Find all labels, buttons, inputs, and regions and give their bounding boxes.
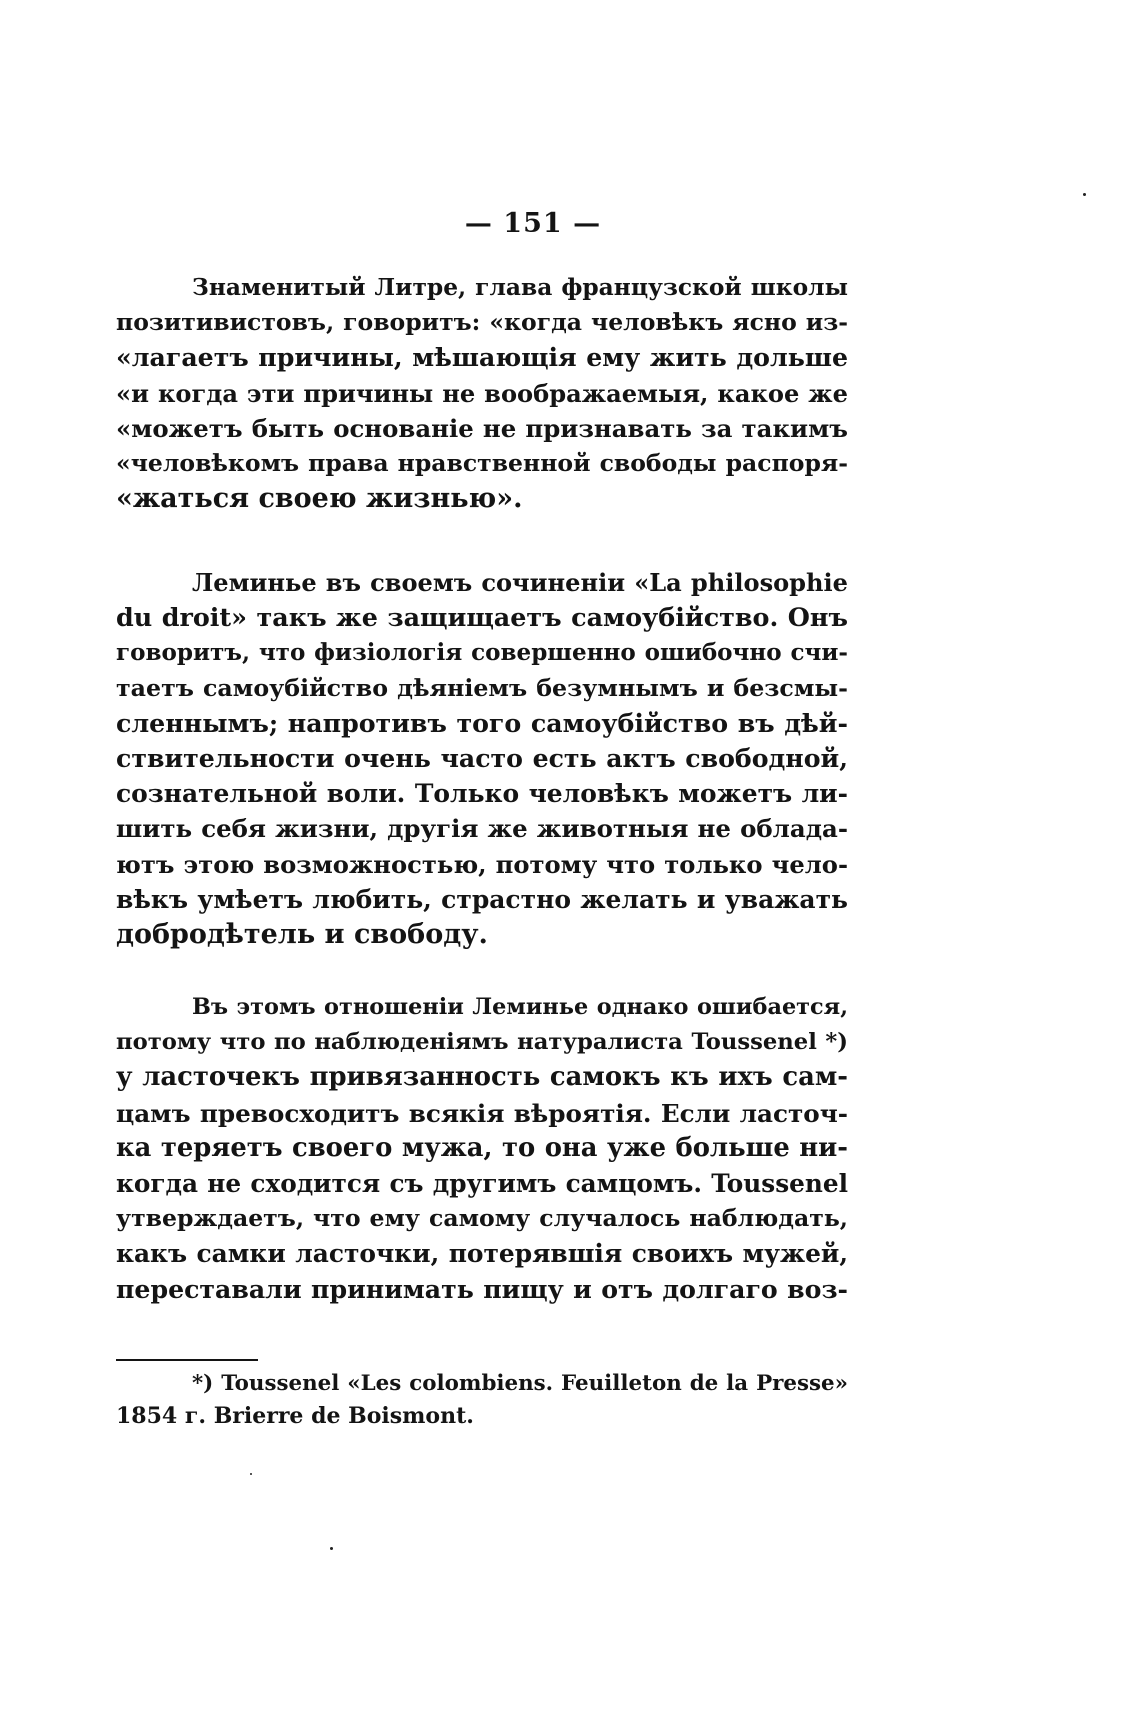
text-line: «и когда эти причины не воображаемыя, какое же (116, 378, 848, 408)
text-line: говоритъ, что физіологія совершенно ошибочно счи- (116, 639, 848, 667)
text-line: у ласточекъ привязанность самокъ къ ихъ сам- (116, 1062, 848, 1093)
text-line: шить себя жизни, другія же животныя не облада- (116, 814, 848, 844)
text-line: Леминье въ своемъ сочиненіи «La philosophie (192, 568, 848, 597)
text-line: «человѣкомъ права нравственной свободы распоря- (116, 448, 848, 477)
text-line: сленнымъ; напротивъ того самоубійство въ дѣй- (116, 707, 848, 738)
text-line: когда не сходится съ другимъ самцомъ. Toussenel (116, 1168, 848, 1198)
text-line: добродѣтель и свободу. (116, 918, 488, 950)
text-line: du droit» такъ же защищаетъ самоубійство. Онъ (116, 602, 848, 633)
text-line: ютъ этою возможностью, потому что только чело- (116, 849, 848, 879)
text-line: утверждаетъ, что ему самому случалось наблюдать, (116, 1204, 848, 1233)
paragraph-3 (116, 990, 848, 1307)
text-line: «лагаетъ причины, мѣшающія ему жить дольше (116, 342, 848, 373)
footnote-line: *) Toussenel «Les colombiens. Feuilleton de la Presse» (192, 1371, 848, 1396)
scan-speck (250, 1473, 252, 1475)
text-line: какъ самки ласточки, потерявшія своихъ мужей, (116, 1239, 848, 1269)
text-line: переставали принимать пищу и отъ долгаго воз- (116, 1273, 848, 1304)
paragraph-1 (116, 270, 848, 516)
text-line: ка теряетъ своего мужа, то она уже больше ни- (116, 1132, 848, 1163)
paragraph-2 (116, 565, 848, 952)
text-line: потому что по наблюденіямъ натуралиста Toussenel *) (116, 1029, 848, 1056)
text-line: цамъ превосходитъ всякія вѣроятія. Если ласточ- (116, 1098, 848, 1128)
text-line: вѣкъ умѣетъ любить, страстно желать и уважать (116, 884, 848, 914)
text-line: позитивистовъ, говоритъ: «когда человѣкъ ясно из- (116, 308, 848, 337)
footnote (116, 1368, 848, 1432)
text-line: ствительности очень часто есть актъ свободной, (116, 742, 848, 773)
text-line: «жаться своею жизнью». (116, 483, 523, 515)
page-number: — 151 — (464, 208, 602, 239)
scan-speck (330, 1547, 333, 1550)
text-line: Знаменитый Литре, глава французской школы (192, 274, 848, 301)
text-line: Въ этомъ отношеніи Леминье однако ошибается, (192, 994, 848, 1020)
text-line: сознательной воли. Только человѣкъ можетъ ли- (116, 779, 848, 809)
footnote-rule (116, 1359, 258, 1361)
scan-speck (1083, 193, 1086, 196)
footnote-line: 1854 г. Brierre de Boismont. (116, 1403, 474, 1429)
text-line: «можетъ быть основаніе не признавать за такимъ (116, 413, 848, 443)
text-line: таетъ самоубійство дѣяніемъ безумнымъ и безсмы- (116, 673, 848, 702)
